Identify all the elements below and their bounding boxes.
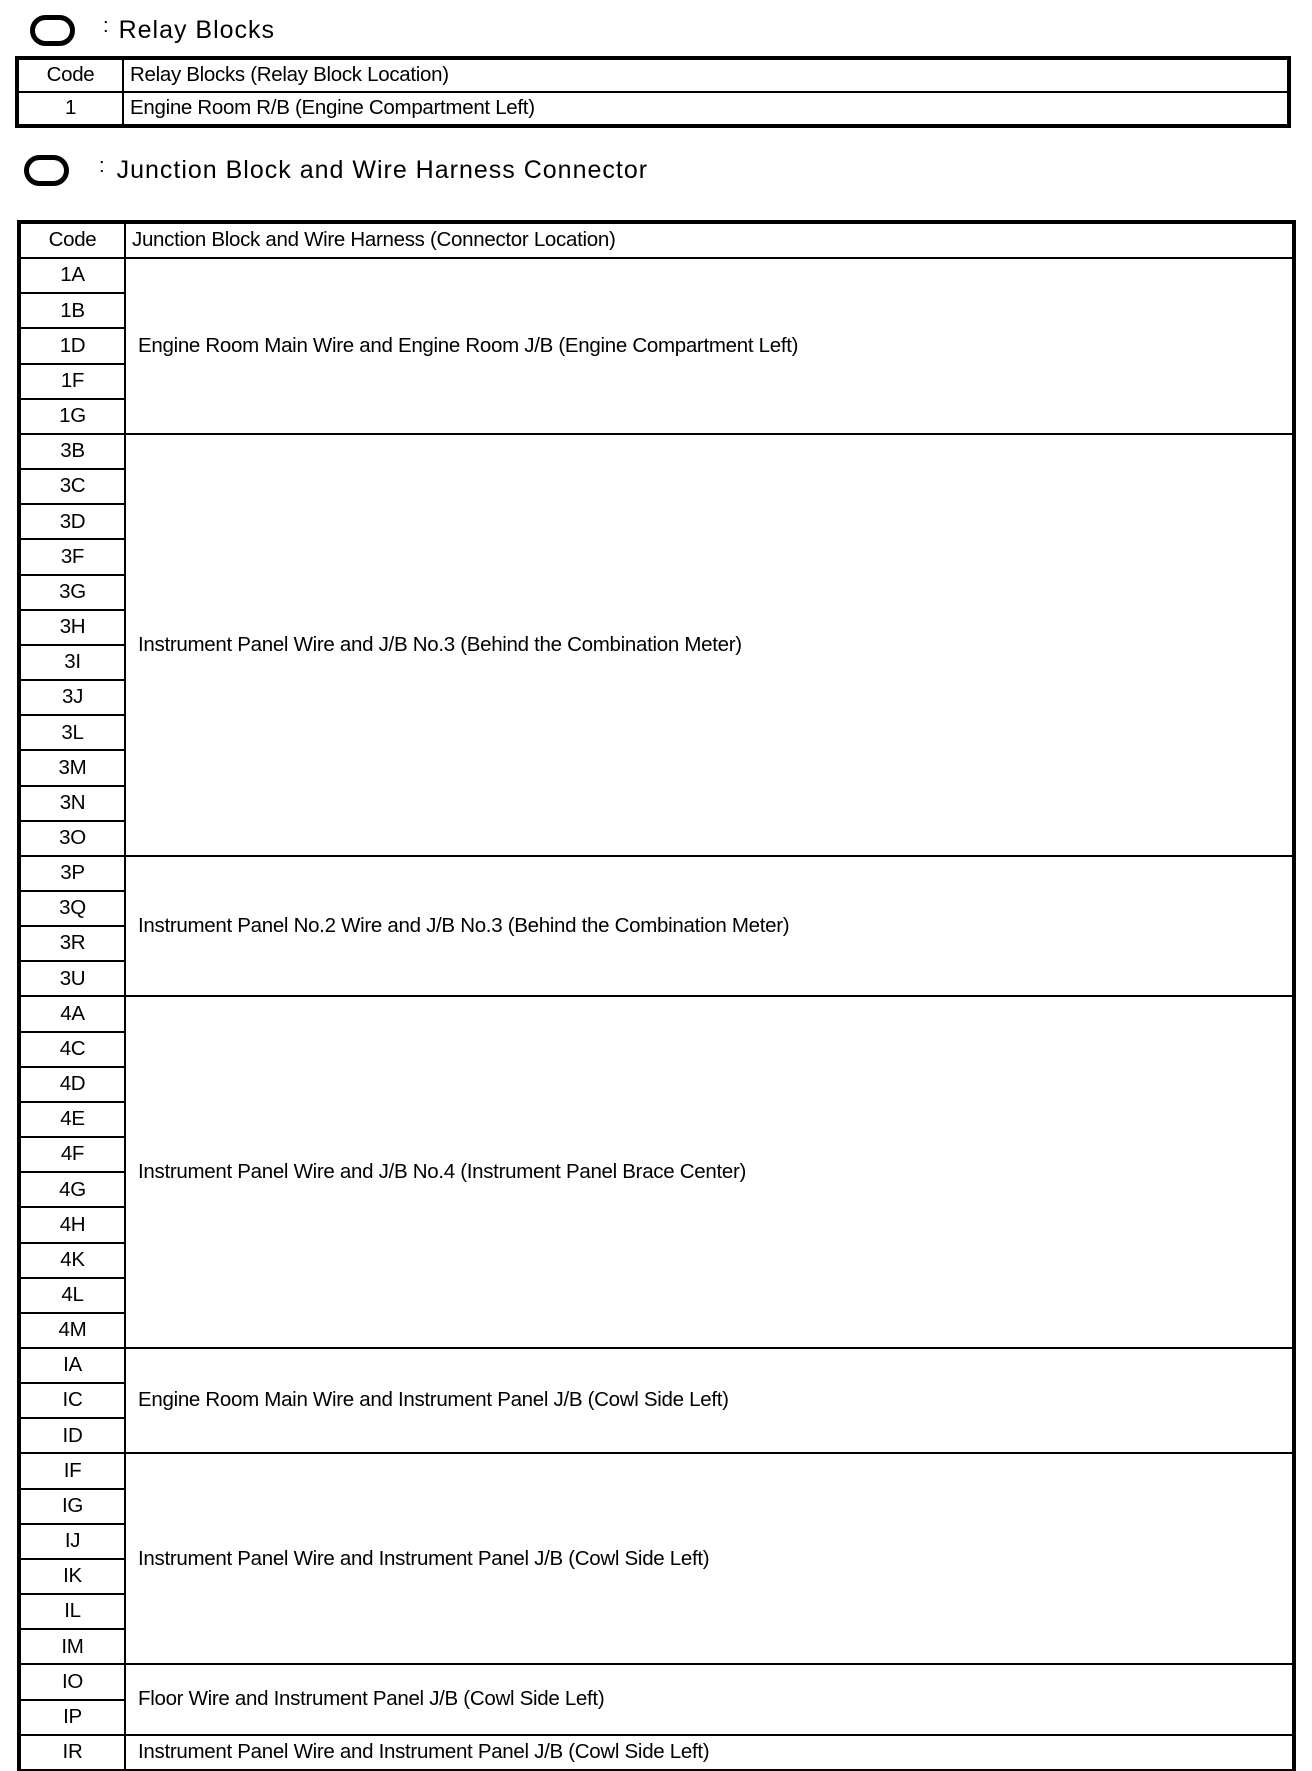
connector-code: 4C <box>20 1032 125 1067</box>
table-row <box>20 258 1293 293</box>
table-header-row <box>20 223 1293 258</box>
connector-code: 1B <box>20 293 125 328</box>
connector-code: 4F <box>20 1137 125 1172</box>
connector-code: ID <box>20 1418 125 1453</box>
connector-code: 4L <box>20 1278 125 1313</box>
junction-section-header <box>24 150 648 190</box>
location-description: Engine Room R/B (Engine Compartment Left) <box>123 92 1288 125</box>
connector-code: IF <box>20 1453 125 1488</box>
junction-block-table <box>19 222 1294 1771</box>
location-description: Instrument Panel Wire and J/B No.4 (Instrument Panel Brace Center) <box>125 996 1293 1348</box>
connector-code: 3J <box>20 680 125 715</box>
table-row <box>20 1348 1293 1383</box>
connector-code: IC <box>20 1383 125 1418</box>
table-row <box>20 1735 1293 1770</box>
table-header-row <box>18 59 1288 92</box>
connector-code: 3L <box>20 715 125 750</box>
junction-section-title: Junction Block and Wire Harness Connector <box>116 155 649 184</box>
connector-code: 4H <box>20 1207 125 1242</box>
connector-code: 3U <box>20 961 125 996</box>
connector-code: 4D <box>20 1067 125 1102</box>
column-header-code: Code <box>18 59 123 92</box>
location-description: Engine Room Main Wire and Engine Room J/B (Engine Compartment Left) <box>125 258 1293 434</box>
relay-blocks-table <box>17 58 1289 126</box>
connector-code: 4M <box>20 1313 125 1348</box>
connector-code: 4A <box>20 996 125 1031</box>
connector-code: 3P <box>20 856 125 891</box>
column-header-description: Relay Blocks (Relay Block Location) <box>123 59 1288 92</box>
connector-code: IM <box>20 1629 125 1664</box>
location-description: Engine Room Main Wire and Instrument Panel J/B (Cowl Side Left) <box>125 1348 1293 1453</box>
connector-code: IK <box>20 1559 125 1594</box>
table-row <box>20 1664 1293 1699</box>
connector-code: IL <box>20 1594 125 1629</box>
connector-code: IA <box>20 1348 125 1383</box>
connector-code: 3F <box>20 539 125 574</box>
table-row <box>20 856 1293 891</box>
connector-code: 1A <box>20 258 125 293</box>
junction-block-symbol-icon <box>24 155 69 186</box>
connector-code: IJ <box>20 1524 125 1559</box>
column-header-description: Junction Block and Wire Harness (Connector Location) <box>125 223 1293 258</box>
connector-code: IR <box>20 1735 125 1770</box>
connector-code: 3Q <box>20 891 125 926</box>
connector-code: 3R <box>20 926 125 961</box>
connector-code: 3D <box>20 504 125 539</box>
connector-code: 3G <box>20 575 125 610</box>
connector-code: 1 <box>18 92 123 125</box>
location-description: Floor Wire and Instrument Panel J/B (Cowl Side Left) <box>125 1664 1293 1734</box>
connector-code: 4G <box>20 1172 125 1207</box>
connector-code: 3H <box>20 610 125 645</box>
junction-section-colon: : <box>99 154 105 177</box>
relay-block-symbol-icon <box>30 15 75 46</box>
connector-code: 3C <box>20 469 125 504</box>
table-row <box>18 92 1288 125</box>
connector-code: 3I <box>20 645 125 680</box>
location-description: Instrument Panel Wire and J/B No.3 (Behind the Combination Meter) <box>125 434 1293 856</box>
connector-code: 1D <box>20 328 125 363</box>
connector-code: IO <box>20 1664 125 1699</box>
connector-code: IG <box>20 1489 125 1524</box>
connector-code: 3B <box>20 434 125 469</box>
connector-code: 4K <box>20 1243 125 1278</box>
connector-code: 3N <box>20 786 125 821</box>
location-description: Instrument Panel Wire and Instrument Panel J/B (Cowl Side Left) <box>125 1735 1293 1770</box>
table-row <box>20 996 1293 1031</box>
table-row <box>20 1453 1293 1488</box>
connector-code: 3M <box>20 750 125 785</box>
connector-code: 3O <box>20 821 125 856</box>
location-description: Instrument Panel Wire and Instrument Panel J/B (Cowl Side Left) <box>125 1453 1293 1664</box>
location-description: Instrument Panel No.2 Wire and J/B No.3 (Behind the Combination Meter) <box>125 856 1293 997</box>
connector-code: 4E <box>20 1102 125 1137</box>
connector-code: IP <box>20 1700 125 1735</box>
relay-section-header <box>30 10 275 50</box>
relay-section-title: Relay Blocks <box>118 15 276 44</box>
relay-section-colon: : <box>103 14 109 37</box>
column-header-code: Code <box>20 223 125 258</box>
connector-code: 1G <box>20 399 125 434</box>
table-row <box>20 434 1293 469</box>
connector-code: 1F <box>20 364 125 399</box>
